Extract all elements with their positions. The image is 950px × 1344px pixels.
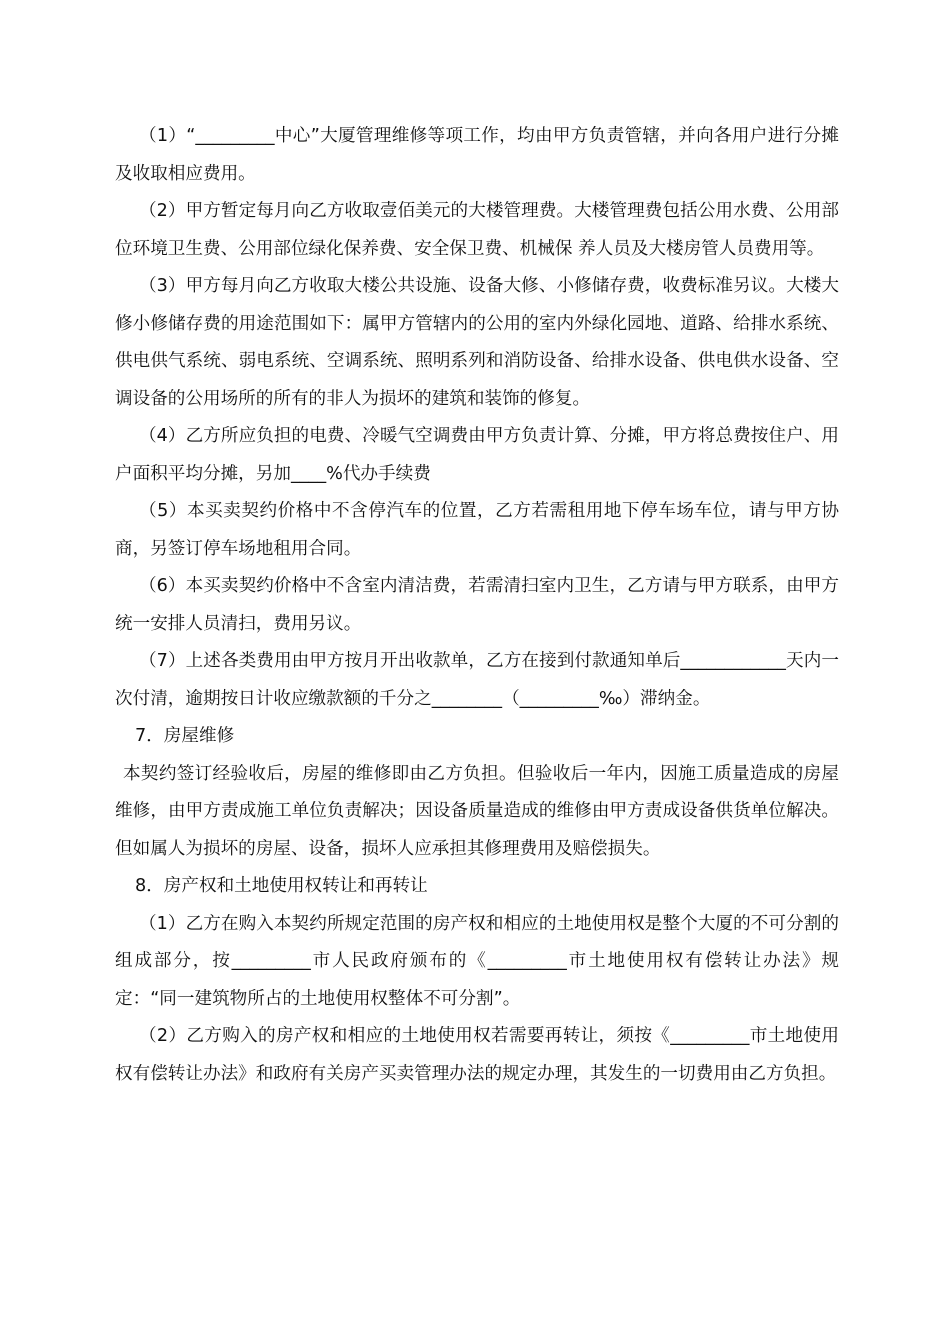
clause-6-2: （2）甲方暂定每月向乙方收取壹佰美元的大楼管理费。大楼管理费包括公用水费、公用部位环境卫生费、公用部位绿化保养费、安全保卫费、机械保 养人员及大楼房管人员费用等。 — [115, 201, 839, 259]
clause-6-5: （5）本买卖契约价格中不含停汽车的位置，乙方若需租用地下停车场车位，请与甲方协商，另签订停车场地租用合同。 — [115, 501, 839, 559]
clause-6-6: （6）本买卖契约价格中不含室内清洁费，若需清扫室内卫生，乙方请与甲方联系，由甲方统一安排人员清扫，费用另议。 — [115, 576, 839, 634]
section-7-body: 本契约签订经验收后，房屋的维修即由乙方负担。但验收后一年内，因施工质量造成的房屋维修，由甲方责成施工单位负责解决；因设备质量造成的维修由甲方责成设备供货单位解决。但如属人为损坏的房屋、设备，损坏人应承担其修理费用及赔偿损失。 — [115, 763, 839, 859]
clause-8-1: （1）乙方在购入本契约所规定范围的房产权和相应的土地使用权是整个大厦的不可分割的组成部分，按_________市人民政府颁布的《_________市土地使用权有偿转让办法》规定：“同一建筑物所占的土地使用权整体不可分割”。 — [115, 913, 839, 1009]
clause-6-3: （3）甲方每月向乙方收取大楼公共设施、设备大修、小修储存费，收费标准另议。大楼大修小修储存费的用途范围如下：属甲方管辖内的公用的室内外绿化园地、道路、给排水系统、供电供气系统、弱电系统、空调系统、照明系列和消防设备、给排水设备、供电供水设备、空调设备的公用场所的所有的非人为损坏的建筑和装饰的修复。 — [115, 276, 839, 409]
clause-6-7: （7）上述各类费用由甲方按月开出收款单，乙方在接到付款通知单后____________天内一次付清，逾期按日计收应缴款额的千分之________（_________‰）滞纳金。 — [115, 651, 839, 709]
section-heading-8: 8．房产权和土地使用权转让和再转让 — [135, 876, 428, 896]
clause-6-4: （4）乙方所应负担的电费、冷暖气空调费由甲方负责计算、分摊，甲方将总费按住户、用户面积平均分摊，另加____%代办手续费 — [115, 426, 839, 484]
section-heading-7: 7．房屋维修 — [135, 726, 235, 746]
clause-6-1: （1）“_________中心”大厦管理维修等项工作，均由甲方负责管辖，并向各用户进行分摊及收取相应费用。 — [115, 126, 839, 184]
document-body — [115, 118, 839, 1093]
clause-8-2: （2）乙方购入的房产权和相应的土地使用权若需要再转让，须按《_________市土地使用权有偿转让办法》和政府有关房产买卖管理办法的规定办理，其发生的一切费用由乙方负担。 — [115, 1026, 839, 1084]
